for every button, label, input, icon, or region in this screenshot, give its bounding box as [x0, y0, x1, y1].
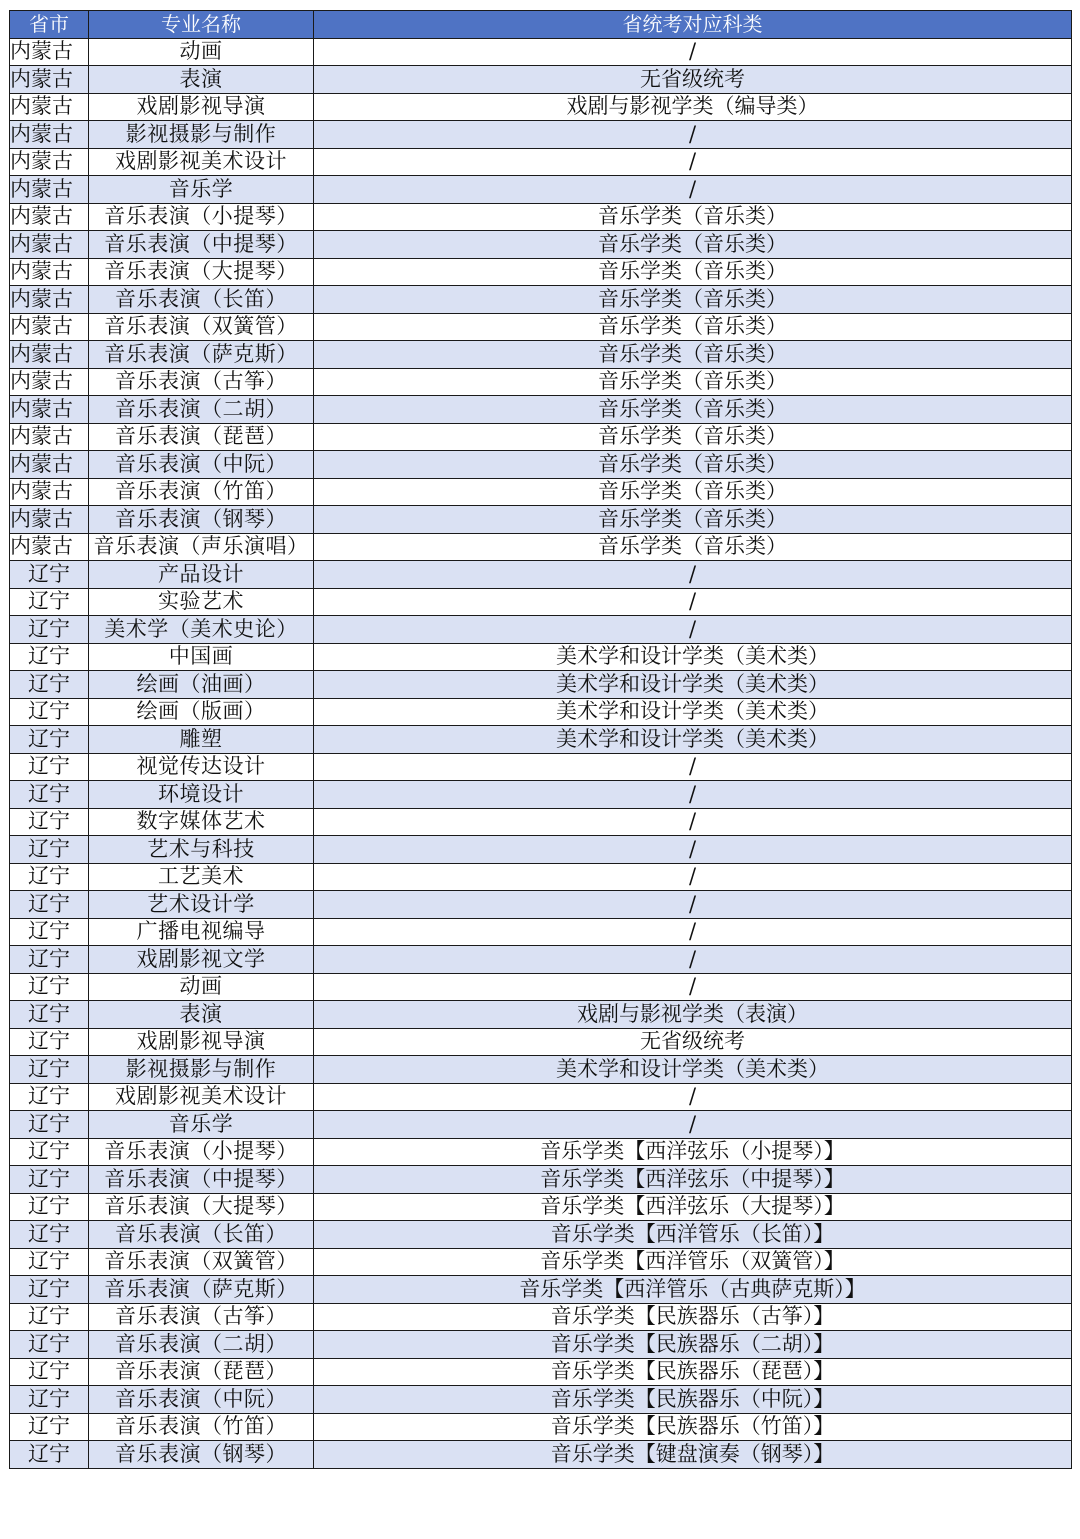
cell-major: 音乐表演（古筝） [89, 368, 314, 396]
cell-province: 内蒙古 [10, 121, 89, 149]
cell-province: 内蒙古 [10, 258, 89, 286]
table-row [10, 121, 1072, 149]
cell-category: / [314, 781, 1072, 809]
table-row [10, 973, 1072, 1001]
cell-province: 内蒙古 [10, 423, 89, 451]
cell-category: 音乐学类（音乐类） [314, 313, 1072, 341]
table-row [10, 148, 1072, 176]
cell-province: 内蒙古 [10, 148, 89, 176]
table-row [10, 1001, 1072, 1029]
cell-province: 内蒙古 [10, 313, 89, 341]
cell-province: 辽宁 [10, 1001, 89, 1029]
cell-province: 辽宁 [10, 1028, 89, 1056]
cell-province: 辽宁 [10, 1413, 89, 1441]
cell-major: 艺术与科技 [89, 836, 314, 864]
table-row [10, 698, 1072, 726]
table-row [10, 66, 1072, 94]
header-row [10, 11, 1072, 39]
cell-major: 戏剧影视美术设计 [89, 1083, 314, 1111]
table-row [10, 423, 1072, 451]
cell-major: 音乐表演（竹笛） [89, 478, 314, 506]
cell-major: 音乐表演（长笛） [89, 286, 314, 314]
cell-category: 音乐学类（音乐类） [314, 478, 1072, 506]
cell-province: 内蒙古 [10, 478, 89, 506]
table-row [10, 1331, 1072, 1359]
cell-province: 辽宁 [10, 753, 89, 781]
cell-category: 音乐学类（音乐类） [314, 258, 1072, 286]
cell-province: 辽宁 [10, 808, 89, 836]
cell-major: 实验艺术 [89, 588, 314, 616]
table-row [10, 231, 1072, 259]
cell-category: / [314, 148, 1072, 176]
header-major: 专业名称 [89, 11, 314, 39]
cell-category: 音乐学类（音乐类） [314, 451, 1072, 479]
cell-province: 辽宁 [10, 1358, 89, 1386]
table-row [10, 781, 1072, 809]
cell-major: 绘画（油画） [89, 671, 314, 699]
cell-category: / [314, 1111, 1072, 1139]
table-row [10, 1358, 1072, 1386]
cell-province: 辽宁 [10, 726, 89, 754]
cell-province: 辽宁 [10, 698, 89, 726]
cell-major: 艺术设计学 [89, 891, 314, 919]
cell-major: 音乐表演（中阮） [89, 1386, 314, 1414]
cell-province: 辽宁 [10, 1331, 89, 1359]
table-body [10, 38, 1072, 1468]
cell-major: 音乐表演（琵琶） [89, 423, 314, 451]
table-row [10, 1111, 1072, 1139]
cell-province: 辽宁 [10, 1166, 89, 1194]
cell-province: 辽宁 [10, 1138, 89, 1166]
cell-major: 音乐表演（小提琴） [89, 1138, 314, 1166]
cell-province: 辽宁 [10, 561, 89, 589]
cell-major: 美术学（美术史论） [89, 616, 314, 644]
table-row [10, 808, 1072, 836]
cell-major: 音乐表演（双簧管） [89, 1248, 314, 1276]
cell-category: 音乐学类【西洋弦乐（小提琴）】 [314, 1138, 1072, 1166]
cell-category: / [314, 616, 1072, 644]
table-row [10, 946, 1072, 974]
cell-category: 音乐学类（音乐类） [314, 341, 1072, 369]
cell-category: 音乐学类【西洋管乐（双簧管）】 [314, 1248, 1072, 1276]
table-row [10, 93, 1072, 121]
table-row [10, 1138, 1072, 1166]
cell-major: 音乐表演（古筝） [89, 1303, 314, 1331]
cell-category: 戏剧与影视学类（表演） [314, 1001, 1072, 1029]
table-row [10, 313, 1072, 341]
cell-category: / [314, 38, 1072, 66]
cell-province: 内蒙古 [10, 451, 89, 479]
cell-province: 辽宁 [10, 1111, 89, 1139]
cell-category: 音乐学类（音乐类） [314, 533, 1072, 561]
cell-major: 表演 [89, 66, 314, 94]
cell-category: 音乐学类（音乐类） [314, 506, 1072, 534]
cell-category: 音乐学类【民族器乐（琵琶）】 [314, 1358, 1072, 1386]
cell-major: 中国画 [89, 643, 314, 671]
cell-province: 辽宁 [10, 1441, 89, 1469]
cell-major: 广播电视编导 [89, 918, 314, 946]
table-row [10, 863, 1072, 891]
cell-category: 美术学和设计学类（美术类） [314, 1056, 1072, 1084]
cell-province: 内蒙古 [10, 231, 89, 259]
cell-province: 辽宁 [10, 918, 89, 946]
cell-major: 音乐表演（声乐演唱） [89, 533, 314, 561]
cell-category: / [314, 891, 1072, 919]
cell-major: 戏剧影视美术设计 [89, 148, 314, 176]
cell-major: 雕塑 [89, 726, 314, 754]
table-row [10, 836, 1072, 864]
table-row [10, 1413, 1072, 1441]
cell-category: 音乐学类【民族器乐（二胡）】 [314, 1331, 1072, 1359]
cell-category: / [314, 918, 1072, 946]
cell-province: 辽宁 [10, 1056, 89, 1084]
cell-major: 影视摄影与制作 [89, 121, 314, 149]
cell-major: 影视摄影与制作 [89, 1056, 314, 1084]
cell-category: 无省级统考 [314, 1028, 1072, 1056]
cell-category: 音乐学类（音乐类） [314, 203, 1072, 231]
cell-category: 音乐学类【西洋管乐（长笛）】 [314, 1221, 1072, 1249]
cell-category: / [314, 946, 1072, 974]
table-row [10, 1083, 1072, 1111]
table-row [10, 1386, 1072, 1414]
cell-province: 辽宁 [10, 1248, 89, 1276]
cell-province: 辽宁 [10, 643, 89, 671]
cell-major: 工艺美术 [89, 863, 314, 891]
cell-category: / [314, 808, 1072, 836]
cell-category: 音乐学类（音乐类） [314, 423, 1072, 451]
table-row [10, 1276, 1072, 1304]
cell-major: 音乐表演（大提琴） [89, 1193, 314, 1221]
cell-province: 内蒙古 [10, 368, 89, 396]
cell-province: 辽宁 [10, 1083, 89, 1111]
cell-category: / [314, 176, 1072, 204]
table-row [10, 368, 1072, 396]
cell-category: / [314, 753, 1072, 781]
cell-major: 戏剧影视导演 [89, 93, 314, 121]
table-row [10, 203, 1072, 231]
cell-major: 数字媒体艺术 [89, 808, 314, 836]
cell-major: 音乐表演（中阮） [89, 451, 314, 479]
cell-province: 辽宁 [10, 671, 89, 699]
cell-category: 音乐学类【键盘演奏（钢琴）】 [314, 1441, 1072, 1469]
cell-category: 音乐学类（音乐类） [314, 396, 1072, 424]
table-row [10, 1221, 1072, 1249]
cell-major: 产品设计 [89, 561, 314, 589]
cell-major: 音乐学 [89, 1111, 314, 1139]
cell-category: / [314, 973, 1072, 1001]
table-row [10, 176, 1072, 204]
table-row [10, 478, 1072, 506]
cell-major: 音乐学 [89, 176, 314, 204]
table-row [10, 1248, 1072, 1276]
cell-category: 美术学和设计学类（美术类） [314, 698, 1072, 726]
table-row [10, 753, 1072, 781]
table-row [10, 891, 1072, 919]
table-row [10, 258, 1072, 286]
cell-major: 音乐表演（二胡） [89, 396, 314, 424]
cell-province: 内蒙古 [10, 396, 89, 424]
cell-category: 美术学和设计学类（美术类） [314, 643, 1072, 671]
cell-major: 动画 [89, 973, 314, 1001]
table-row [10, 286, 1072, 314]
cell-province: 辽宁 [10, 1386, 89, 1414]
cell-category: 无省级统考 [314, 66, 1072, 94]
table-row [10, 1056, 1072, 1084]
cell-category: 音乐学类【民族器乐（中阮）】 [314, 1386, 1072, 1414]
cell-province: 辽宁 [10, 891, 89, 919]
cell-category: / [314, 836, 1072, 864]
cell-province: 内蒙古 [10, 533, 89, 561]
cell-major: 视觉传达设计 [89, 753, 314, 781]
cell-province: 辽宁 [10, 973, 89, 1001]
cell-category: 音乐学类（音乐类） [314, 286, 1072, 314]
cell-category: 音乐学类【民族器乐（竹笛）】 [314, 1413, 1072, 1441]
table-row [10, 643, 1072, 671]
cell-major: 音乐表演（中提琴） [89, 1166, 314, 1194]
cell-province: 内蒙古 [10, 506, 89, 534]
cell-province: 辽宁 [10, 1193, 89, 1221]
cell-province: 辽宁 [10, 946, 89, 974]
table-row [10, 726, 1072, 754]
cell-province: 辽宁 [10, 1221, 89, 1249]
cell-category: / [314, 863, 1072, 891]
cell-category: 音乐学类（音乐类） [314, 368, 1072, 396]
cell-category: 音乐学类【民族器乐（古筝）】 [314, 1303, 1072, 1331]
cell-major: 动画 [89, 38, 314, 66]
cell-major: 音乐表演（大提琴） [89, 258, 314, 286]
table-row [10, 533, 1072, 561]
table-row [10, 1166, 1072, 1194]
cell-major: 表演 [89, 1001, 314, 1029]
cell-major: 戏剧影视导演 [89, 1028, 314, 1056]
cell-province: 内蒙古 [10, 286, 89, 314]
table-row [10, 1441, 1072, 1469]
cell-province: 辽宁 [10, 616, 89, 644]
cell-category: 音乐学类【西洋弦乐（大提琴）】 [314, 1193, 1072, 1221]
cell-province: 内蒙古 [10, 93, 89, 121]
cell-major: 环境设计 [89, 781, 314, 809]
table-row [10, 918, 1072, 946]
cell-category: / [314, 561, 1072, 589]
cell-category: 美术学和设计学类（美术类） [314, 671, 1072, 699]
table-row [10, 341, 1072, 369]
table-row [10, 506, 1072, 534]
cell-province: 辽宁 [10, 836, 89, 864]
cell-category: / [314, 121, 1072, 149]
table-row [10, 38, 1072, 66]
cell-province: 辽宁 [10, 1303, 89, 1331]
cell-province: 内蒙古 [10, 66, 89, 94]
table-row [10, 1303, 1072, 1331]
cell-major: 音乐表演（二胡） [89, 1331, 314, 1359]
cell-province: 内蒙古 [10, 341, 89, 369]
cell-category: 戏剧与影视学类（编导类） [314, 93, 1072, 121]
cell-category: 音乐学类【西洋管乐（古典萨克斯）】 [314, 1276, 1072, 1304]
cell-category: / [314, 588, 1072, 616]
cell-major: 音乐表演（钢琴） [89, 506, 314, 534]
major-category-table [9, 10, 1072, 1469]
cell-province: 内蒙古 [10, 176, 89, 204]
table-row [10, 1028, 1072, 1056]
cell-province: 辽宁 [10, 781, 89, 809]
table-row [10, 588, 1072, 616]
cell-major: 音乐表演（双簧管） [89, 313, 314, 341]
cell-major: 音乐表演（琵琶） [89, 1358, 314, 1386]
cell-major: 音乐表演（钢琴） [89, 1441, 314, 1469]
table-row [10, 451, 1072, 479]
cell-major: 音乐表演（竹笛） [89, 1413, 314, 1441]
table-row [10, 561, 1072, 589]
header-province: 省市 [10, 11, 89, 39]
header-category: 省统考对应科类 [314, 11, 1072, 39]
cell-province: 内蒙古 [10, 203, 89, 231]
cell-province: 内蒙古 [10, 38, 89, 66]
cell-major: 绘画（版画） [89, 698, 314, 726]
table-row [10, 396, 1072, 424]
cell-major: 戏剧影视文学 [89, 946, 314, 974]
cell-category: 美术学和设计学类（美术类） [314, 726, 1072, 754]
cell-major: 音乐表演（萨克斯） [89, 341, 314, 369]
cell-major: 音乐表演（萨克斯） [89, 1276, 314, 1304]
cell-major: 音乐表演（长笛） [89, 1221, 314, 1249]
cell-major: 音乐表演（中提琴） [89, 231, 314, 259]
table-row [10, 1193, 1072, 1221]
cell-major: 音乐表演（小提琴） [89, 203, 314, 231]
table-row [10, 671, 1072, 699]
table-row [10, 616, 1072, 644]
cell-province: 辽宁 [10, 1276, 89, 1304]
cell-category: / [314, 1083, 1072, 1111]
table-header [10, 11, 1072, 39]
cell-category: 音乐学类【西洋弦乐（中提琴）】 [314, 1166, 1072, 1194]
cell-province: 辽宁 [10, 588, 89, 616]
cell-category: 音乐学类（音乐类） [314, 231, 1072, 259]
cell-province: 辽宁 [10, 863, 89, 891]
